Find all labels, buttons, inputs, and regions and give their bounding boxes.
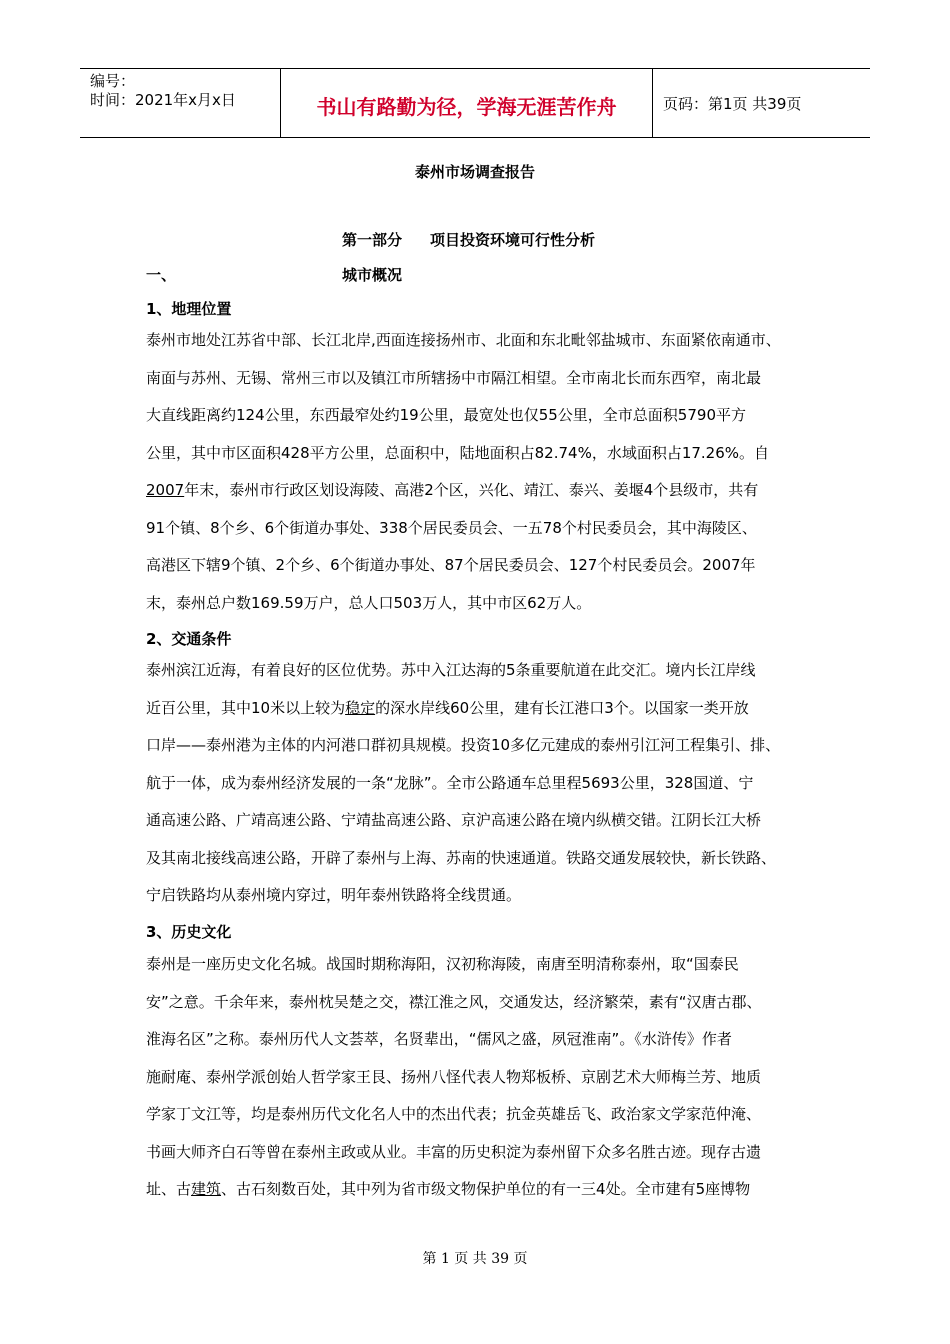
text-line: 址、古建筑、古石刻数百处，其中列为省市级文物保护单位的有一三4处。全市建有5座博物 [146, 1180, 751, 1198]
paragraph-geography [146, 322, 826, 622]
text-line: 近百公里，其中10米以上较为稳定的深水岸线60公里，建有长江港口3个。以国家一类开放 [146, 698, 749, 717]
text-line: 宁启铁路均从泰州境内穿过，明年泰州铁路将全线贯通。 [146, 886, 522, 904]
document-header [80, 68, 870, 138]
text-line: 泰州是一座历史文化名城。战国时期称海阳，汉初称海陵，南唐至明清称泰州，取“国泰民 [146, 955, 739, 973]
text-line: 大直线距离约124公里，东西最窄处约19公里，最宽处也仅55公里，全市总面积5790平方 [146, 406, 746, 424]
text-line: 末，泰州总户数169.59万户，总人口503万人，其中市区62万人。 [146, 593, 592, 612]
part-number: 第一部分 [342, 231, 403, 249]
paragraph-transport [146, 652, 826, 915]
section-title: 城市概况 [342, 266, 403, 284]
text-line: 口岸——泰州港为主体的内河港口群初具规模。投资10多亿元建成的泰州引江河工程集引、排、 [146, 736, 781, 754]
header-meta [80, 69, 280, 137]
report-title: 泰州市场调查报告 [414, 163, 535, 181]
text-line: 淮海名区”之称。泰州历代人文荟萃，名贤辈出，“儒风之盛，夙冠淮南”。《水浒传》作者 [146, 1030, 732, 1048]
text-line: 航于一体，成为泰州经济发展的一条“龙脉”。全市公路通车总里程5693公里，328国道、宁 [146, 773, 754, 792]
text-line: 公里，其中市区面积428平方公里，总面积中，陆地面积占82.74%，水域面积占17.26%。自 [146, 443, 770, 462]
underlined-word[interactable]: 建筑 [191, 1180, 222, 1198]
text-line: 泰州滨江近海，有着良好的区位优势。苏中入江达海的5条重要航道在此交汇。境内长江岸线 [146, 661, 756, 679]
subsection-heading-transport: 2、交通条件 [146, 630, 232, 648]
text-line: 学家丁文江等，均是泰州历代文化名人中的杰出代表；抗金英雄岳飞、政治家文学家范仲淹、 [146, 1105, 762, 1123]
text-line: 泰州市地处江苏省中部、长江北岸,西面连接扬州市、北面和东北毗邻盐城市、东面紧依南通市、 [146, 331, 781, 349]
page-footer: 第 1 页 共 39 页 [422, 1251, 528, 1267]
text-line: 高港区下辖9个镇、2个乡、6个街道办事处、87个居民委员会、127个村民委员会。2007年 [146, 556, 756, 574]
paragraph-history [146, 946, 826, 1209]
part-heading [342, 229, 595, 250]
part-name: 项目投资环境可行性分析 [430, 231, 596, 249]
subsection-heading-history: 3、历史文化 [146, 923, 232, 941]
text-line: 通高速公路、广靖高速公路、宁靖盐高速公路、京沪高速公路在境内纵横交错。江阴长江大桥 [146, 811, 762, 829]
text-line: 南面与苏州、无锡、常州三市以及镇江市所辖扬中市隔江相望。全市南北长而东西窄，南北最 [146, 368, 762, 387]
text-line: 91个镇、8个乡、6个街道办事处、338个居民委员会、一五78个村民委员会，其中海陵区、 [146, 518, 757, 537]
text-line: 及其南北接线高速公路，开辟了泰州与上海、苏南的快速通道。铁路交通发展较快，新长铁路、 [146, 848, 777, 867]
code-label: 编号： [90, 72, 136, 90]
text-line: 书画大师齐白石等曾在泰州主政或从业。丰富的历史积淀为泰州留下众多名胜古迹。现存古遗 [146, 1142, 762, 1161]
text-line: 安”之意。千余年来，泰州枕吴楚之交，襟江淮之风，交通发达，经济繁荣，素有“汉唐古郡、 [146, 992, 762, 1011]
section-number: 一、 [146, 266, 177, 284]
header-page-label: 页码：第1页 共39页 [663, 95, 802, 113]
header-motto: 书山有路勤为径，学海无涯苦作舟 [280, 69, 653, 137]
time-label: 时间：2021年x月x日 [90, 91, 236, 109]
text-line: 施耐庵、泰州学派创始人哲学家王艮、扬州八怪代表人物郑板桥、京剧艺术大师梅兰芳、地质 [146, 1067, 762, 1086]
year-link[interactable]: 2007 [146, 481, 185, 499]
underlined-word[interactable]: 稳定 [345, 698, 376, 717]
text-line: 2007年末，泰州市行政区划设海陵、高港2个区，兴化、靖江、泰兴、姜堰4个县级市，共有 [146, 481, 759, 499]
subsection-heading-geography: 1、地理位置 [146, 300, 232, 318]
